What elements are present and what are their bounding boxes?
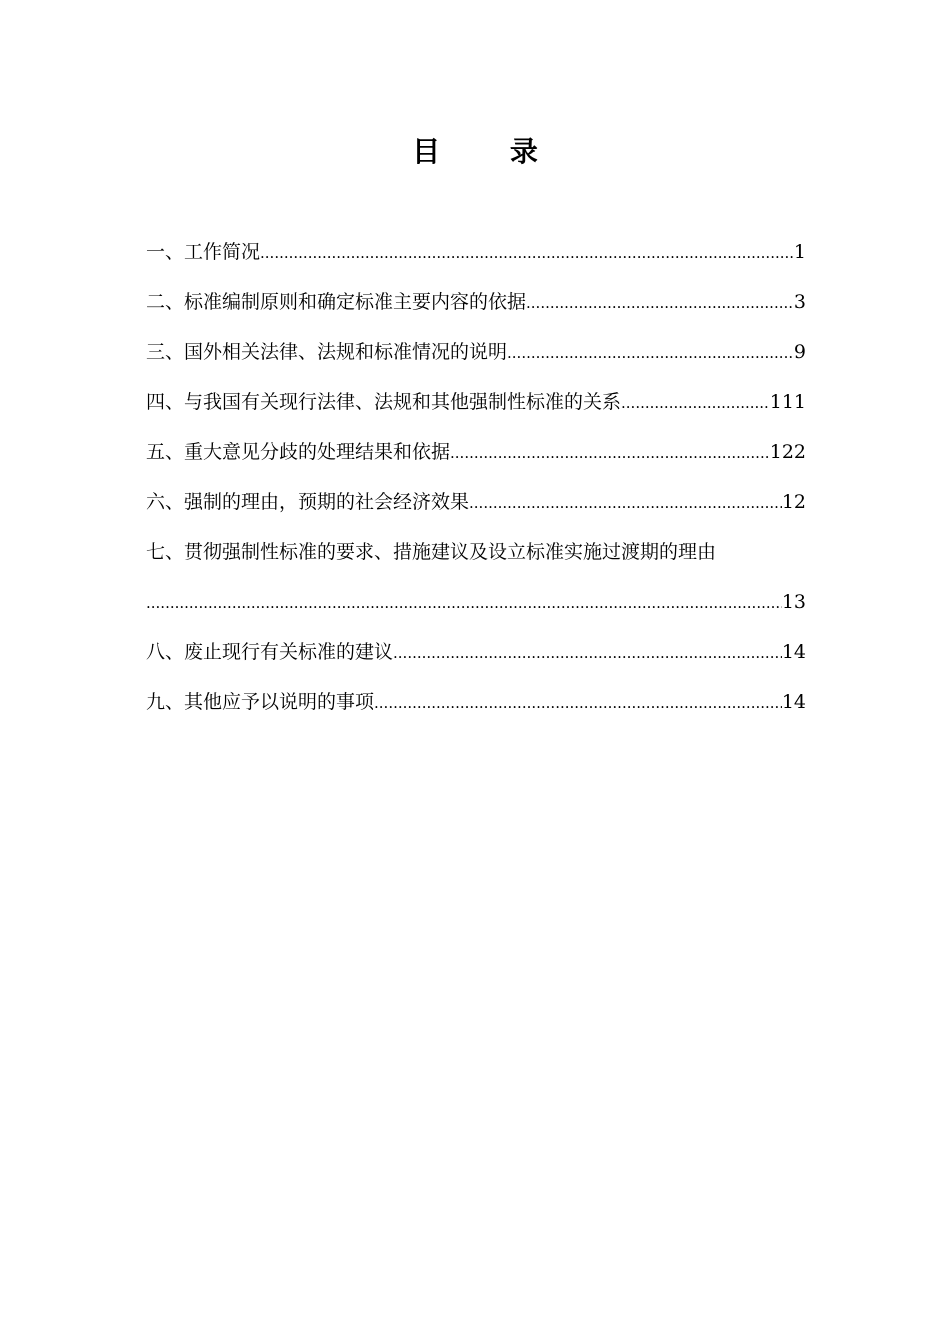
toc-leader-dots xyxy=(507,334,794,371)
toc-entry-label: 七、贯彻强制性标准的要求、措施建议及设立标准实施过渡期的理由 xyxy=(146,541,717,563)
toc-leader-dots xyxy=(469,484,782,521)
toc-entry-label: 五、重大意见分歧的处理结果和依据 xyxy=(146,441,451,463)
toc-entry-7[interactable] xyxy=(146,534,806,584)
toc-entry-label: 六、强制的理由，预期的社会经济效果 xyxy=(146,491,470,513)
toc-entry-5[interactable] xyxy=(146,434,806,484)
toc-entry-label: 八、废止现行有关标准的建议 xyxy=(146,641,394,663)
toc-entry-page: 14 xyxy=(781,691,806,713)
toc-entry-label: 一、工作简况 xyxy=(146,241,261,263)
toc-leader-dots xyxy=(146,584,782,621)
toc-entry-label: 二、标准编制原则和确定标准主要内容的依据 xyxy=(146,291,527,313)
toc-entry-4[interactable] xyxy=(146,384,806,434)
toc-entry-9[interactable] xyxy=(146,684,806,734)
toc-leader-dots xyxy=(450,434,770,471)
toc-entry-6[interactable] xyxy=(146,484,806,534)
page-title: 目 录 xyxy=(412,135,568,168)
toc-entry-2[interactable] xyxy=(146,284,806,334)
toc-leader-dots xyxy=(260,234,794,271)
toc-entry-page: 122 xyxy=(769,441,806,463)
toc-entry-label: 九、其他应予以说明的事项 xyxy=(146,691,375,713)
toc-entry-page: 3 xyxy=(793,291,806,313)
toc-leader-dots xyxy=(393,634,782,671)
toc-entry-1[interactable] xyxy=(146,234,806,284)
toc-entry-label: 三、国外相关法律、法规和标准情况的说明 xyxy=(146,341,508,363)
toc-entry-page: 1 xyxy=(793,241,806,263)
toc-leader-dots xyxy=(374,684,782,721)
toc-entry-3[interactable] xyxy=(146,334,806,384)
toc-entry-page: 111 xyxy=(769,391,806,413)
toc-entry-8[interactable] xyxy=(146,634,806,684)
toc-entry-label: 四、与我国有关现行法律、法规和其他强制性标准的关系 xyxy=(146,391,622,413)
toc-entry-page: 13 xyxy=(781,591,806,613)
toc-entry-7-continuation[interactable] xyxy=(146,584,806,634)
toc-leader-dots xyxy=(621,384,770,421)
toc-entry-page: 9 xyxy=(793,341,806,363)
table-of-contents xyxy=(146,234,806,734)
toc-entry-page: 12 xyxy=(781,491,806,513)
toc-leader-dots xyxy=(526,284,794,321)
toc-entry-page: 14 xyxy=(781,641,806,663)
